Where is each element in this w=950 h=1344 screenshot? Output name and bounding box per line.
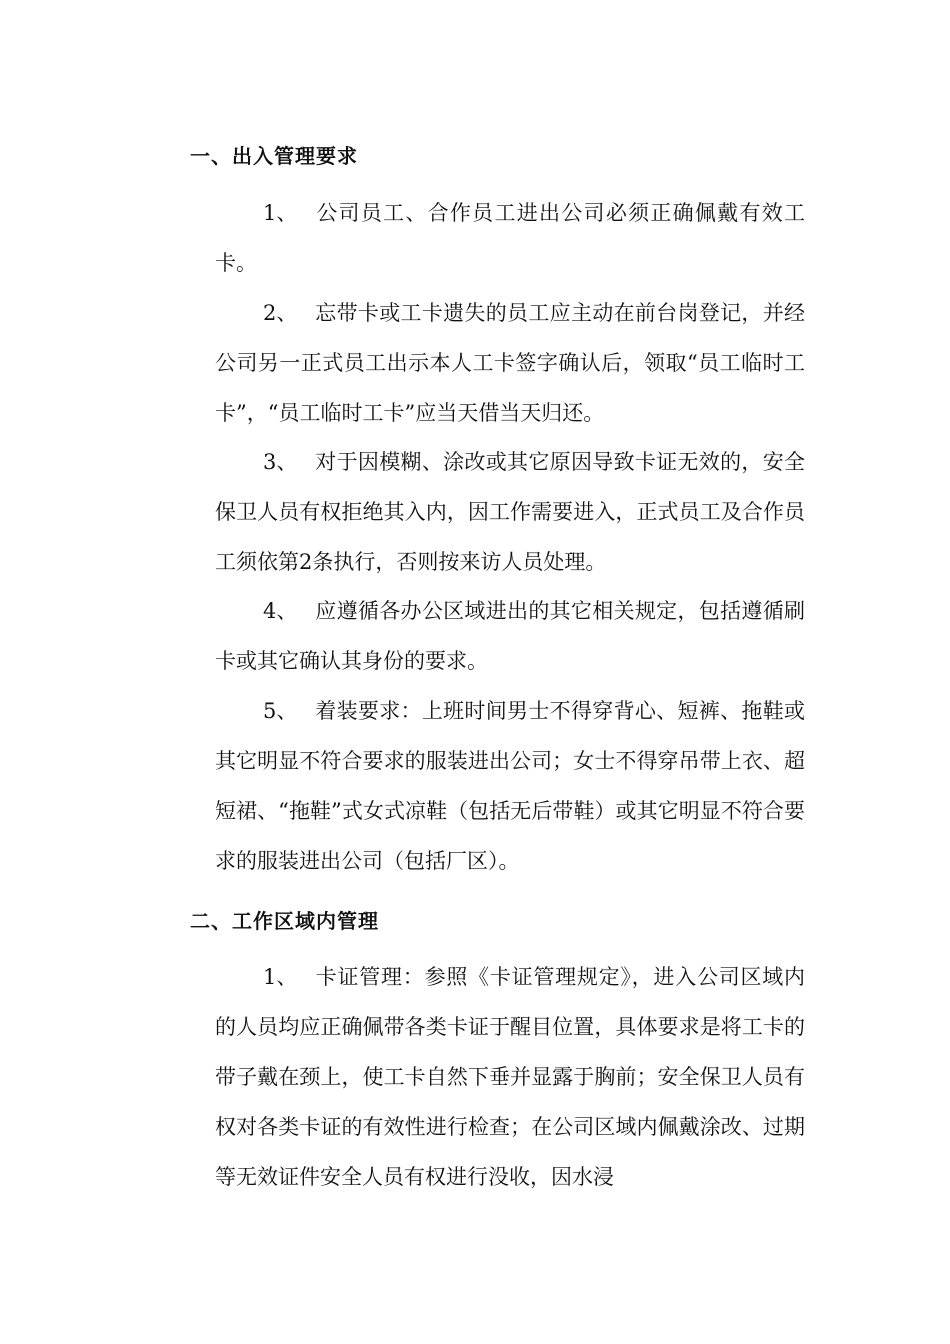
clause-number: 2、 xyxy=(263,301,298,325)
section-heading-entry-exit: 一、出入管理要求 xyxy=(190,144,358,168)
clause-1-1 xyxy=(215,188,805,288)
clause-1-2 xyxy=(215,288,805,438)
clause-1-3 xyxy=(215,437,805,587)
clause-text: 着装要求：上班时间男士不得穿背心、短裤、拖鞋或其它明显不符合要求的服装进出公司；女士不得穿吊带上衣、超短裙、“拖鞋”式女式凉鞋（包括无后带鞋）或其它明显不符合要求的服装进出公司（包括厂区）。 xyxy=(215,699,805,873)
clause-number: 3、 xyxy=(263,450,298,474)
clause-text: 忘带卡或工卡遗失的员工应主动在前台岗登记，并经公司另一正式员工出示本人工卡签字确认后，领取“员工临时工卡”，“员工临时工卡”应当天借当天归还。 xyxy=(215,301,805,425)
clause-number: 1、 xyxy=(263,201,298,225)
clause-text: 应遵循各办公区域进出的其它相关规定，包括遵循刷卡或其它确认其身份的要求。 xyxy=(215,599,805,673)
clause-number: 1、 xyxy=(263,965,298,989)
clause-number: 5、 xyxy=(263,699,298,723)
clause-2-1 xyxy=(215,952,805,1202)
clause-text: 对于因模糊、涂改或其它原因导致卡证无效的，安全保卫人员有权拒绝其入内，因工作需要进入，正式员工及合作员工须依第2条执行，否则按来访人员处理。 xyxy=(215,450,805,574)
clause-text: 公司员工、合作员工进出公司必须正确佩戴有效工卡。 xyxy=(215,201,805,275)
clause-text: 卡证管理：参照《卡证管理规定》，进入公司区域内的人员均应正确佩带各类卡证于醒目位置，具体要求是将工卡的带子戴在颈上，使工卡自然下垂并显露于胸前；安全保卫人员有权对各类卡证的有效性进行检查；在公司区域内佩戴涂改、过期等无效证件安全人员有权进行没收，因水浸 xyxy=(215,965,805,1189)
clause-1-4 xyxy=(215,586,805,686)
section-heading-work-area: 二、工作区域内管理 xyxy=(190,909,379,933)
clause-1-5 xyxy=(215,686,805,886)
clause-number: 4、 xyxy=(263,599,298,623)
